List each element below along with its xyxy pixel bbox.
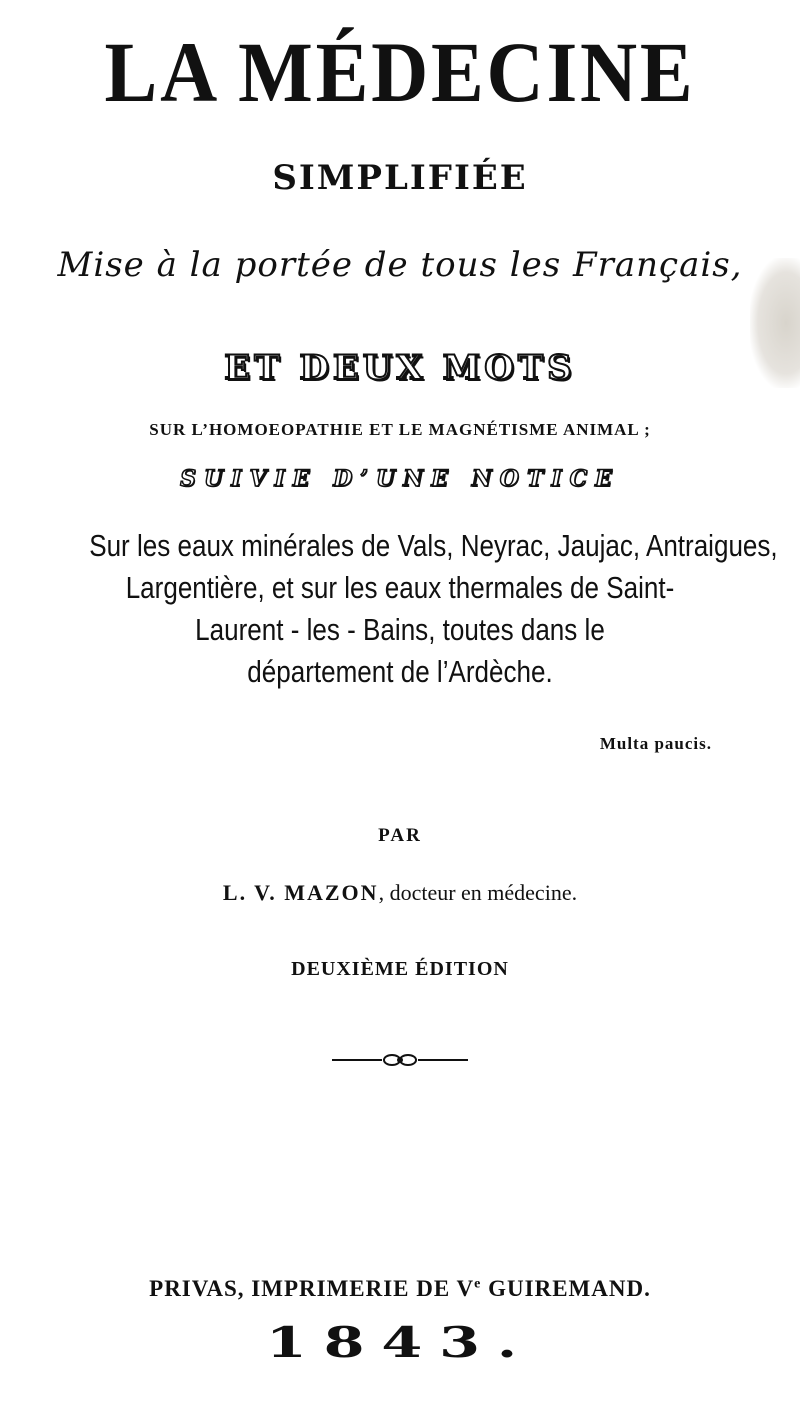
imprint-line — [0, 1276, 800, 1302]
by-label: PAR — [378, 825, 422, 846]
description-line: département de l’Ardèche. — [247, 654, 553, 689]
imprint-suffix: GUIREMAND. — [481, 1276, 651, 1301]
topics-line: SUR L’HOMOEOPATHIE ET LE MAGNÉTISME ANIMAL ; — [149, 420, 651, 439]
decorative-heading: ET DEUX MOTS — [224, 348, 576, 388]
edition-label: DEUXIÈME ÉDITION — [291, 958, 509, 980]
epigraph: Multa paucis. — [599, 734, 712, 753]
description-paragraph — [89, 525, 778, 693]
publication-year: 1843. — [265, 1318, 535, 1367]
notice-heading: SUIVIE D’UNE NOTICE — [180, 466, 620, 492]
imprint-prefix: PRIVAS, IMPRIMERIE DE V — [149, 1276, 475, 1301]
author-title: , docteur en médecine. — [378, 880, 578, 905]
description-line: Largentière, et sur les eaux thermales de Saint- — [125, 570, 675, 605]
author-line — [0, 880, 800, 906]
imprint-superscript: e — [474, 1276, 482, 1292]
subtitle: SIMPLIFIÉE — [272, 158, 528, 198]
description-line: Laurent - les - Bains, toutes dans le — [195, 612, 605, 647]
main-title: LA MÉDECINE — [104, 24, 696, 120]
description-line: Sur les eaux minérales de Vals, Neyrac, Jaujac, Antraigues, — [89, 528, 778, 563]
ornament-divider-icon — [330, 1050, 470, 1070]
tagline: Mise à la portée de tous les Français, — [57, 245, 743, 285]
author-name: L. V. MAZON — [222, 880, 379, 905]
